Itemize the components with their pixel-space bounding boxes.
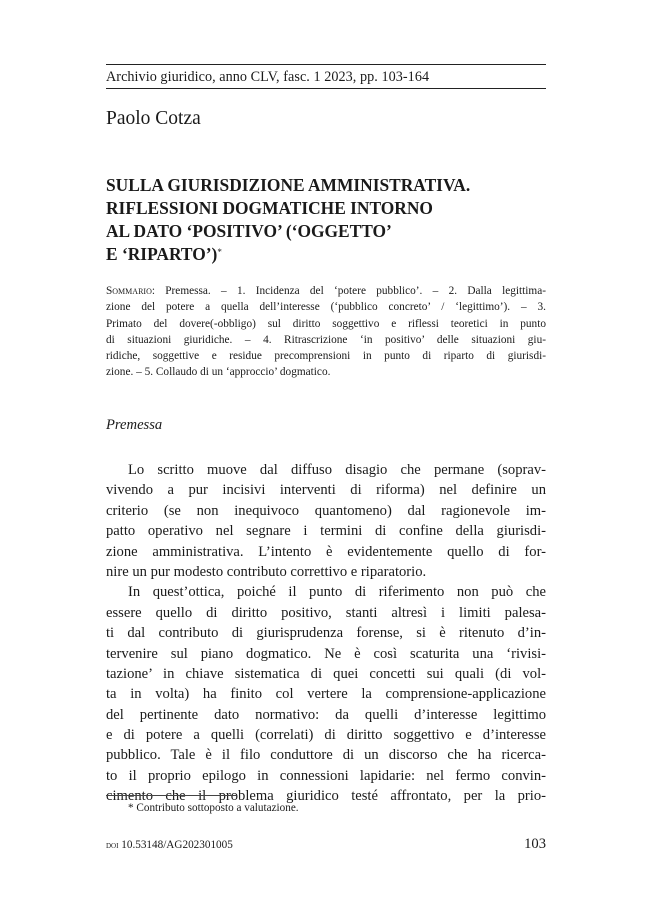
body-line: nire un pur modesto contributo correttivo e riparatorio. bbox=[106, 563, 427, 580]
body-line: tazione’ in chiave sistematica di quei concetti sui quali (di vol- bbox=[106, 665, 546, 682]
summary-line: zione del potere a quella dell’interesse (‘pubblico concreto’ / ‘legittimo’). – 3. bbox=[106, 301, 546, 314]
summary-line: zione. – 5. Collaudo di un ‘approccio’ dogmatico. bbox=[106, 366, 331, 379]
title-footnote-mark: * bbox=[217, 247, 222, 257]
body-line: Lo scritto muove dal diffuso disagio che permane (soprav- bbox=[128, 462, 546, 478]
body-line: ti dal contributo di giurisprudenza forense, si è ritenuto d’in- bbox=[106, 625, 546, 642]
body-line: vivendo a pur incisivi interventi di riforma) nel definire un bbox=[106, 482, 546, 499]
title-line: E ‘RIPARTO’)* bbox=[106, 244, 222, 264]
body-line: In quest’ottica, poiché il punto di riferimento non può che bbox=[128, 584, 546, 601]
doi-line bbox=[106, 839, 233, 851]
footnote: * Contributo sottoposto a valutazione. bbox=[128, 802, 299, 814]
body-line: pubblico. Tale è il filo conduttore di un discorso che ha ricerca- bbox=[106, 747, 546, 764]
body-line: del pertinente dato normativo: da quelli d’interesse legittimo bbox=[106, 706, 546, 723]
page-number: 103 bbox=[524, 836, 546, 852]
title-line: SULLA GIURISDIZIONE AMMINISTRATIVA. bbox=[106, 175, 471, 195]
summary-line: di situazioni giuridiche. – 4. Ritrascrizione ‘in positivo’ delle situazioni giu- bbox=[106, 333, 546, 346]
summary-block bbox=[106, 283, 546, 381]
footnote-rule bbox=[106, 795, 236, 796]
title-line: RIFLESSIONI DOGMATICHE INTORNO bbox=[106, 198, 433, 218]
top-rule bbox=[106, 64, 546, 65]
doi-value: 10.53148/AG202301005 bbox=[121, 839, 233, 851]
summary-line: ridiche, soggettive e residue precomprensioni in punto di riparto di giurisdi- bbox=[106, 350, 546, 363]
body-line: cimento che il problema giuridico testé affrontato, per la prio- bbox=[106, 788, 546, 805]
running-head: Archivio giuridico, anno CLV, fasc. 1 2023, pp. 103-164 bbox=[106, 69, 430, 85]
article-title bbox=[106, 174, 546, 266]
doi-label: doi bbox=[106, 840, 119, 851]
body-line: to il proprio epilogo in connessioni lapidarie: nel fermo convin- bbox=[106, 767, 546, 784]
body-line: essere quello di diritto positivo, stanti altresì i limiti palesa- bbox=[106, 604, 546, 621]
body-text bbox=[106, 460, 546, 807]
summary-label: Sommario: bbox=[106, 285, 155, 297]
title-line: AL DATO ‘POSITIVO’ (‘OGGETTO’ bbox=[106, 221, 392, 241]
body-line: criterio (se non inequivoco quantomeno) dal ragionevole im- bbox=[106, 502, 546, 519]
body-line: e di potere a quelli (correlati) di diritto soggettivo e d’interesse bbox=[106, 727, 546, 744]
body-line: ta in volta) ha finito col vertere la comprensione-applicazione bbox=[106, 686, 546, 703]
body-line: zione amministrativa. L’intento è evidentemente quello di for- bbox=[106, 543, 546, 560]
body-line: tervenire sul piano dogmatico. Ne è così scaturita una ‘rivisi- bbox=[106, 645, 546, 662]
section-heading: Premessa bbox=[106, 417, 163, 433]
body-line: patto operativo nel segnare i termini di confine della giurisdi- bbox=[106, 523, 546, 540]
author-name: Paolo Cotza bbox=[106, 108, 201, 129]
summary-line: Sommario: Premessa. – 1. Incidenza del ‘potere pubblico’. – 2. Dalla legittima- bbox=[106, 285, 546, 297]
running-head-rule bbox=[106, 88, 546, 89]
article-page bbox=[106, 64, 546, 864]
summary-line: Primato del dovere(-obbligo) sul diritto soggettivo e riflessi teoretici in punto bbox=[106, 317, 546, 330]
